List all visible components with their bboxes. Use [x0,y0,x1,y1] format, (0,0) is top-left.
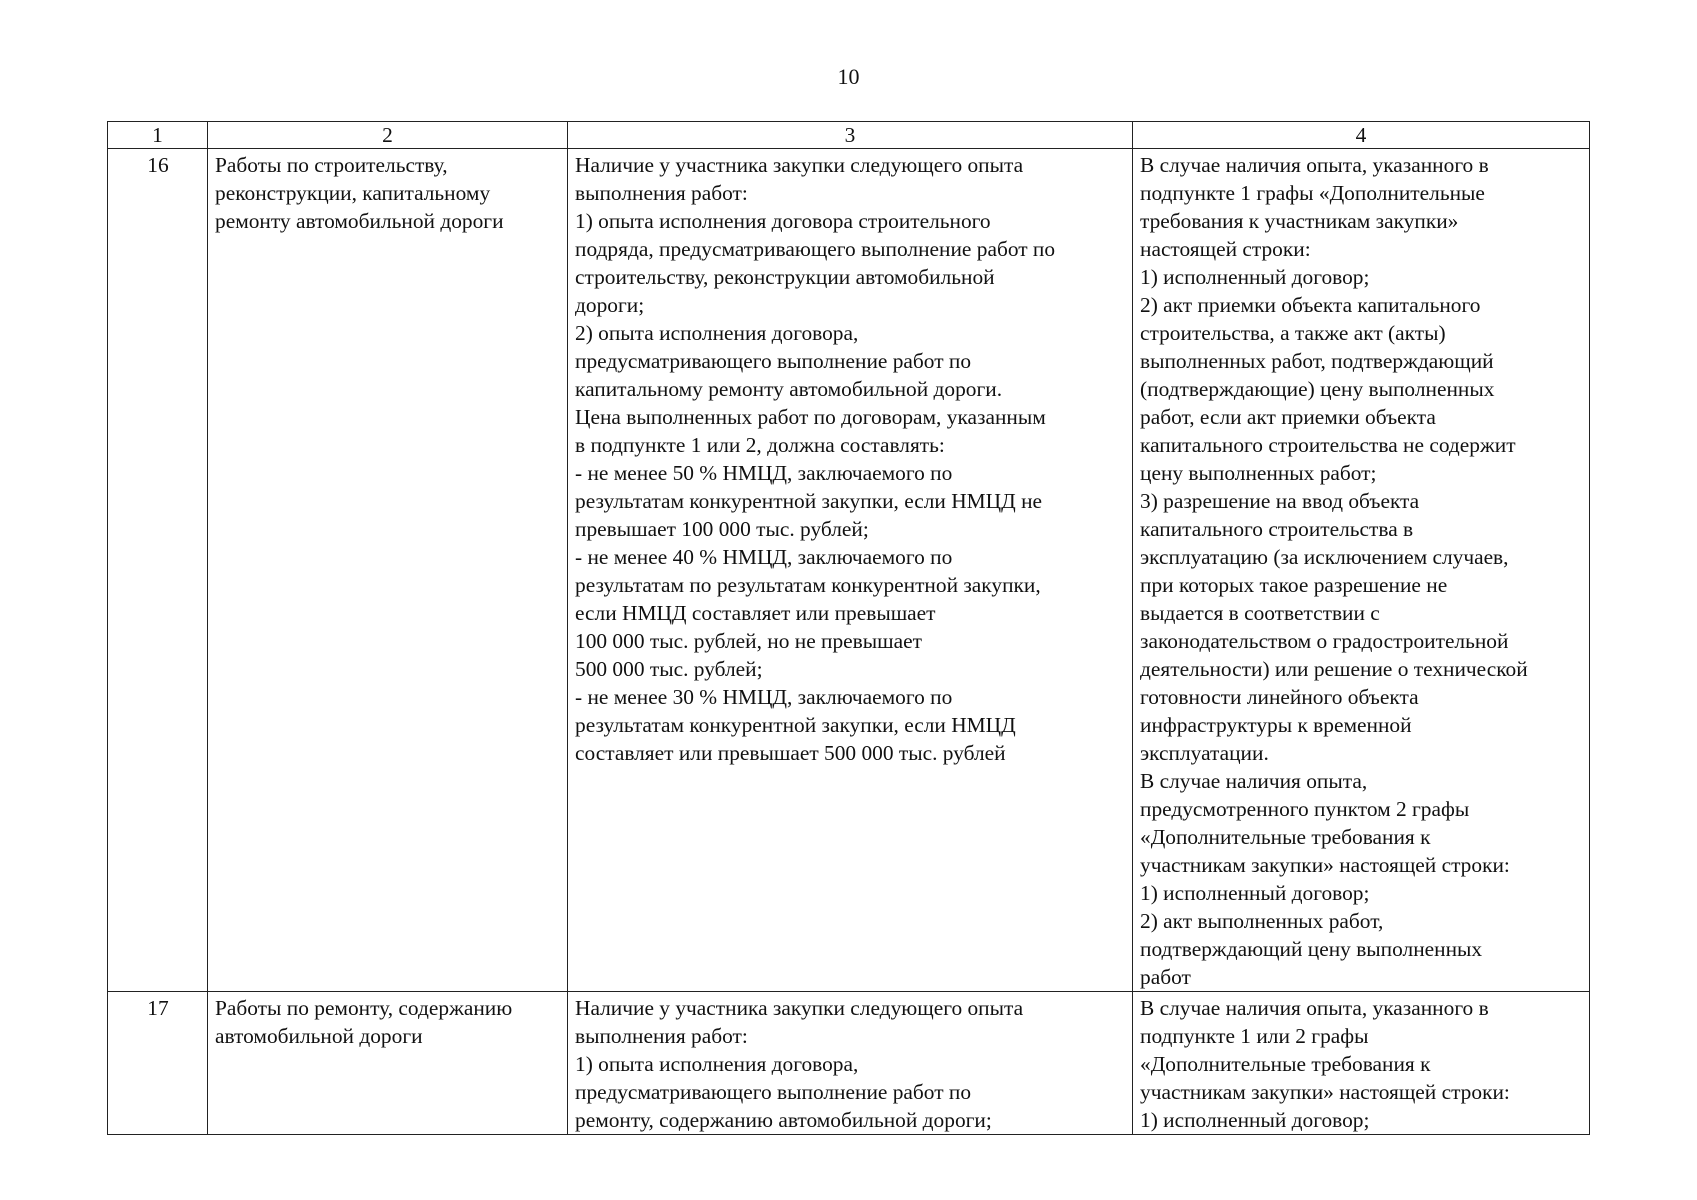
row-number: 16 [108,149,208,992]
requirements-cell: Наличие у участника закупки следующего опыта выполнения работ: 1) опыта исполнения договора строительного подряда, предусматривающего выполнение работ по строительству, реконструкции автомобильной дороги; 2) опыта исполнения договора, предусматривающего выполнение работ по капитальному ремонту автомобильной дороги. Цена выполненных работ по договорам, указанным в подпункте 1 или 2, должна составлять: - не менее 50 % НМЦД, заключаемого по результатам конкурентной закупки, если НМЦД не превышает 100 000 тыс. рублей; - не менее 40 % НМЦД, заключаемого по результатам по результатам конкурентной закупки, если НМЦД составляет или превышает 100 000 тыс. рублей, но не превышает 500 000 тыс. рублей; - не менее 30 % НМЦД, заключаемого по результатам конкурентной закупки, если НМЦД составляет или превышает 500 000 тыс. рублей [568,149,1133,992]
table-row [108,992,1590,1135]
column-header-4: 4 [1133,122,1590,149]
requirements-cell: Наличие у участника закупки следующего опыта выполнения работ: 1) опыта исполнения договора, предусматривающего выполнение работ по ремонту, содержанию автомобильной дороги; [568,992,1133,1135]
column-header-3: 3 [568,122,1133,149]
work-type-cell: Работы по строительству, реконструкции, капитальному ремонту автомобильной дороги [208,149,568,992]
documents-cell: В случае наличия опыта, указанного в подпункте 1 или 2 графы «Дополнительные требования к участникам закупки» настоящей строки: 1) исполненный договор; [1133,992,1590,1135]
column-header-2: 2 [208,122,568,149]
table-header-row [108,122,1590,149]
documents-cell: В случае наличия опыта, указанного в подпункте 1 графы «Дополнительные требования к участникам закупки» настоящей строки: 1) исполненный договор; 2) акт приемки объекта капитального строительства, а также акт (акты) выполненных работ, подтверждающий (подтверждающие) цену выполненных работ, если акт приемки объекта капитального строительства не содержит цену выполненных работ; 3) разрешение на ввод объекта капитального строительства в эксплуатацию (за исключением случаев, при которых такое разрешение не выдается в соответствии с законодательством о градостроительной деятельности) или решение о технической готовности линейного объекта инфраструктуры к временной эксплуатации. В случае наличия опыта, предусмотренного пунктом 2 графы «Дополнительные требования к участникам закупки» настоящей строки: 1) исполненный договор; 2) акт выполненных работ, подтверждающий цену выполненных работ [1133,149,1590,992]
requirements-table [107,121,1590,1135]
row-number: 17 [108,992,208,1135]
page-number: 10 [837,64,860,89]
table-row [108,149,1590,992]
work-type-cell: Работы по ремонту, содержанию автомобильной дороги [208,992,568,1135]
column-header-1: 1 [108,122,208,149]
